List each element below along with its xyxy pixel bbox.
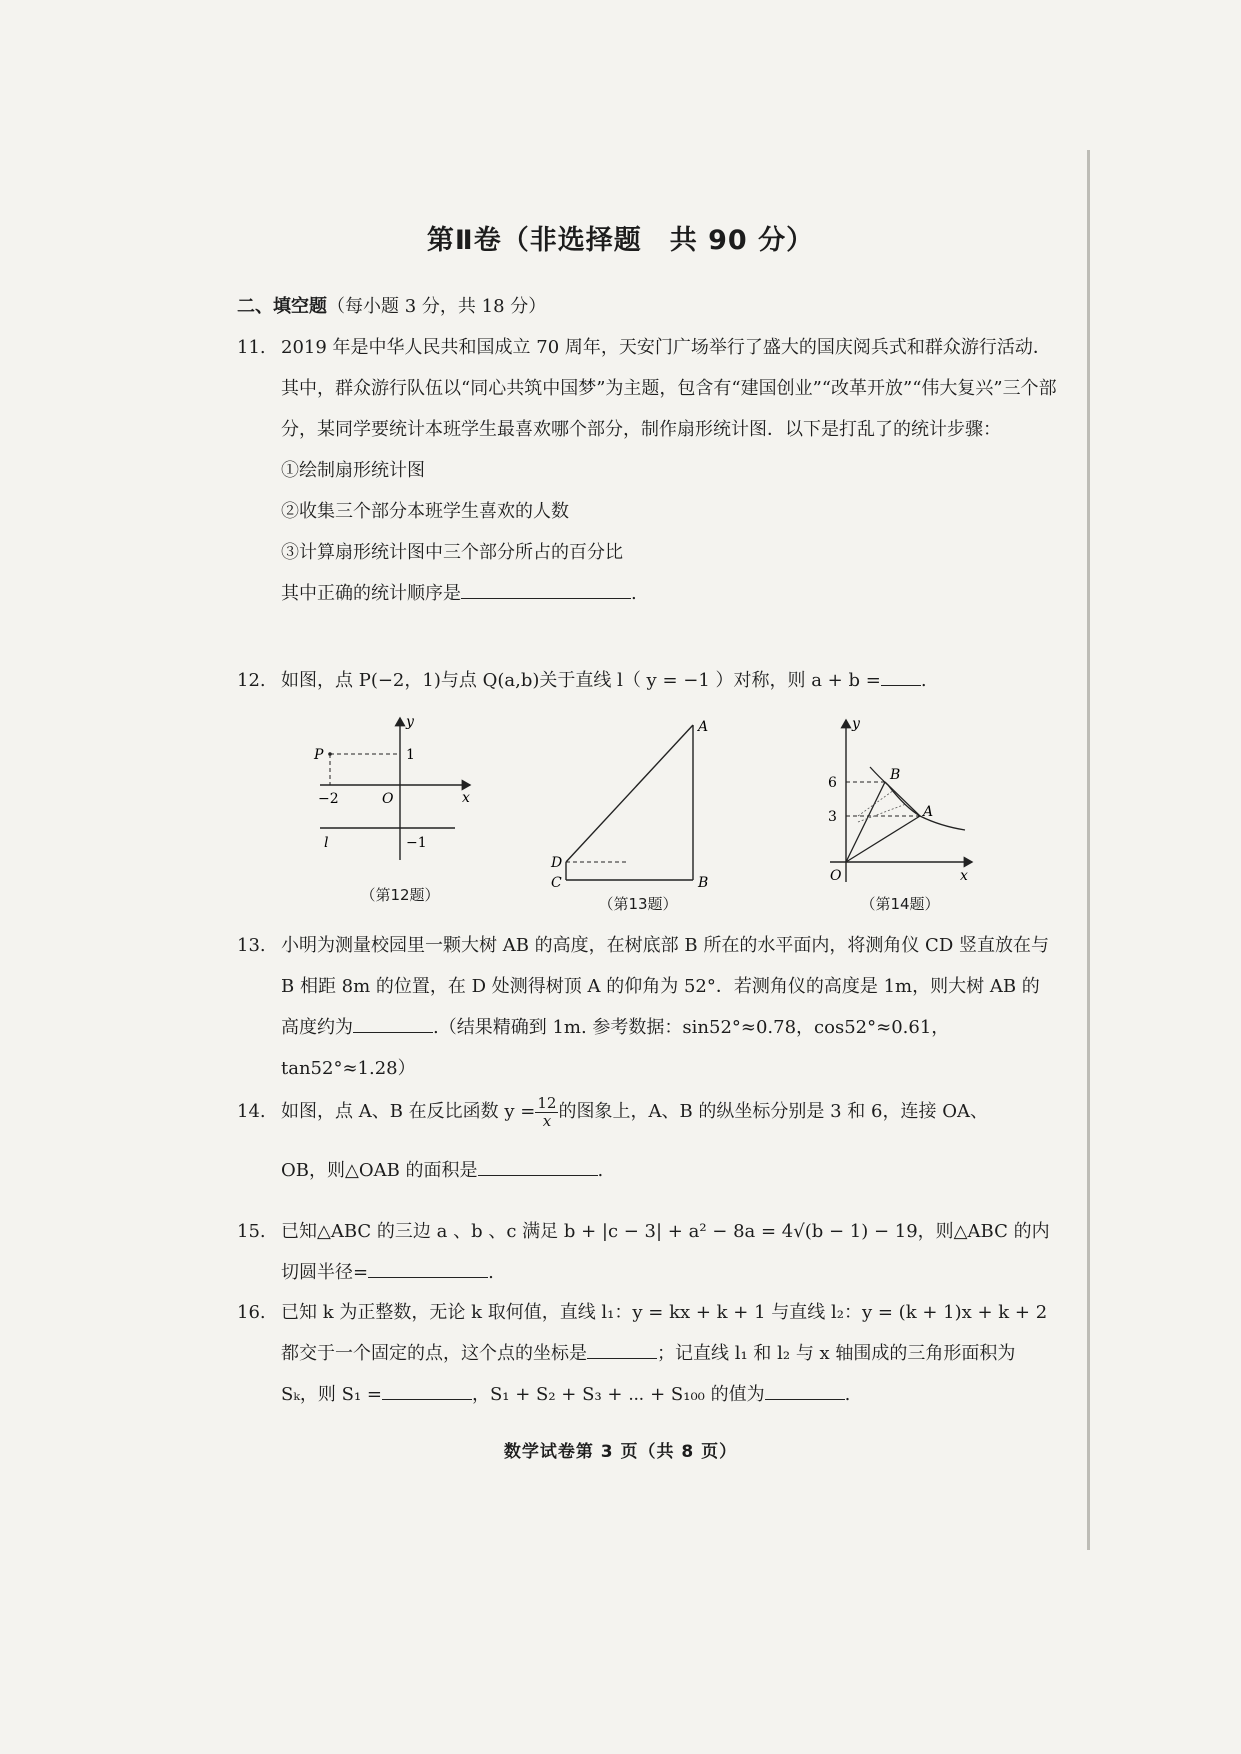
question-text-line-2: [281, 1150, 1057, 1191]
figure-12-caption: （第12题）: [360, 886, 440, 904]
axis-x-label: x: [960, 868, 968, 884]
tick-m1-label: −1: [406, 835, 427, 851]
question-16: [237, 1292, 1057, 1415]
tick-m2-label: −2: [318, 791, 339, 807]
question-end: .: [488, 1262, 494, 1283]
step-1: ①绘制扇形统计图: [281, 460, 425, 481]
question-11: [237, 327, 1057, 614]
page-edge-line: [1087, 150, 1090, 1550]
point-b-label: B: [890, 767, 901, 783]
question-13: [237, 925, 1057, 1089]
question-stem-2: OB，则△OAB 的面积是: [281, 1160, 478, 1181]
question-text: [281, 660, 1057, 701]
question-stem: 已知 k 为正整数，无论 k 取何值，直线 l₁：y = kx + k + 1 与直线 l₂：y = (k + 1)x + k + 2 都交于一个固定的点，这个点的坐标是: [281, 1302, 1048, 1364]
question-12: [237, 660, 1057, 701]
page-title: 第Ⅱ卷（非选择题 共 90 分）: [426, 225, 815, 256]
question-end: .: [920, 670, 927, 691]
answer-blank[interactable]: [353, 1010, 433, 1033]
point-a-label: A: [923, 804, 934, 820]
point-a-label: A: [698, 719, 709, 735]
question-number: 16.: [237, 1302, 266, 1323]
question-end: .: [844, 1384, 851, 1405]
point-p-label: P: [314, 747, 324, 763]
figure-14: [810, 712, 980, 892]
question-stem: 小明为测量校园里一颗大树 AB 的高度，在树底部 B 所在的水平面内，将测角仪 CD 竖直放在与 B 相距 8m 的位置，在 D 处测得树顶 A 的仰角为 52°．若测角仪的高度是 1m，则大树 AB 的高度约为: [281, 935, 1049, 1038]
question-end: .: [597, 1160, 604, 1181]
point-c-label: C: [551, 875, 562, 890]
question-mid: ；记直线 l₁ 和 l₂ 与 x 轴围成的三角形面积为 Sₖ，则 S₁ =: [281, 1343, 1016, 1405]
section-heading: [237, 292, 546, 318]
fraction: [535, 1095, 558, 1130]
answer-blank-point[interactable]: [587, 1336, 657, 1359]
answer-blank[interactable]: [461, 576, 631, 599]
figure-14-caption: （第14题）: [860, 895, 940, 913]
question-14: [237, 1091, 1057, 1191]
question-tail: .（结果精确到 1m. 参考数据：sin52°≈0.78，cos52°≈0.61，tan52°≈1.28）: [281, 1017, 950, 1079]
tick-1-label: 1: [406, 747, 415, 763]
question-mid-2: ，S₁ + S₂ + S₃ + ⋯ + S₁₀₀ 的值为: [471, 1384, 765, 1405]
tick-3-label: 3: [828, 809, 837, 825]
section-label: 二、填空题: [237, 296, 327, 317]
question-text: [281, 1091, 1057, 1132]
axis-y-label: y: [406, 714, 414, 730]
question-ask: [281, 573, 1057, 614]
figure-12: [310, 710, 485, 870]
figure-13-caption: （第13题）: [598, 895, 678, 913]
question-stem: 已知△ABC 的三边 a 、b 、c 满足 b + |c − 3| + a² − 8a = 4√(b − 1) − 19，则△ABC 的内切圆半径=: [281, 1221, 1050, 1283]
answer-blank[interactable]: [368, 1255, 488, 1278]
question-mid: 的图象上，A、B 的纵坐标分别是 3 和 6，连接 OA、: [558, 1101, 988, 1122]
answer-blank-s1[interactable]: [382, 1377, 472, 1400]
answer-blank-sum[interactable]: [765, 1377, 845, 1400]
page-footer: 数学试卷第 3 页（共 8 页）: [503, 1442, 738, 1462]
question-text: 2019 年是中华人民共和国成立 70 周年，天安门广场举行了盛大的国庆阅兵式和群众游行活动．其中，群众游行队伍以“同心共筑中国梦”为主题，包含有“建国创业”“改革开放”“伟大复兴”三个部分，某同学要统计本班学生最喜欢哪个部分，制作扇形统计图．以下是打乱了的统计步骤：: [281, 337, 1057, 440]
line-l-label: l: [324, 835, 329, 851]
point-b-label: B: [698, 875, 709, 890]
answer-blank[interactable]: [881, 663, 921, 686]
question-stem: 如图，点 P(−2，1)与点 Q(a,b)关于直线 l（ y = −1 ）对称，则 a + b =: [281, 670, 881, 691]
question-text: [281, 1211, 1057, 1293]
origin-label: O: [830, 868, 842, 884]
question-number: 13.: [237, 935, 266, 956]
question-number: 15.: [237, 1221, 266, 1242]
fraction-numerator: 12: [537, 1093, 557, 1112]
step-3: ③计算扇形统计图中三个部分所占的百分比: [281, 542, 623, 563]
point-d-label: D: [551, 855, 563, 871]
answer-blank[interactable]: [478, 1153, 598, 1176]
axis-y-label: y: [852, 716, 860, 732]
ask-text: 其中正确的统计顺序是: [281, 583, 461, 604]
tick-6-label: 6: [828, 775, 837, 791]
question-text: [281, 1292, 1057, 1415]
question-text: [281, 925, 1057, 1089]
figure-13: [548, 715, 718, 890]
axis-x-label: x: [462, 790, 470, 806]
ask-end: .: [631, 583, 637, 604]
section-note: （每小题 3 分，共 18 分）: [327, 296, 547, 317]
question-number: 14.: [237, 1101, 266, 1122]
question-number: 11.: [237, 337, 266, 358]
question-15: [237, 1211, 1057, 1293]
fraction-denominator: x: [542, 1111, 552, 1130]
question-stem: 如图，点 A、B 在反比函数 y =: [281, 1101, 536, 1122]
origin-label: O: [382, 791, 394, 807]
question-number: 12.: [237, 670, 266, 691]
step-2: ②收集三个部分本班学生喜欢的人数: [281, 501, 569, 522]
